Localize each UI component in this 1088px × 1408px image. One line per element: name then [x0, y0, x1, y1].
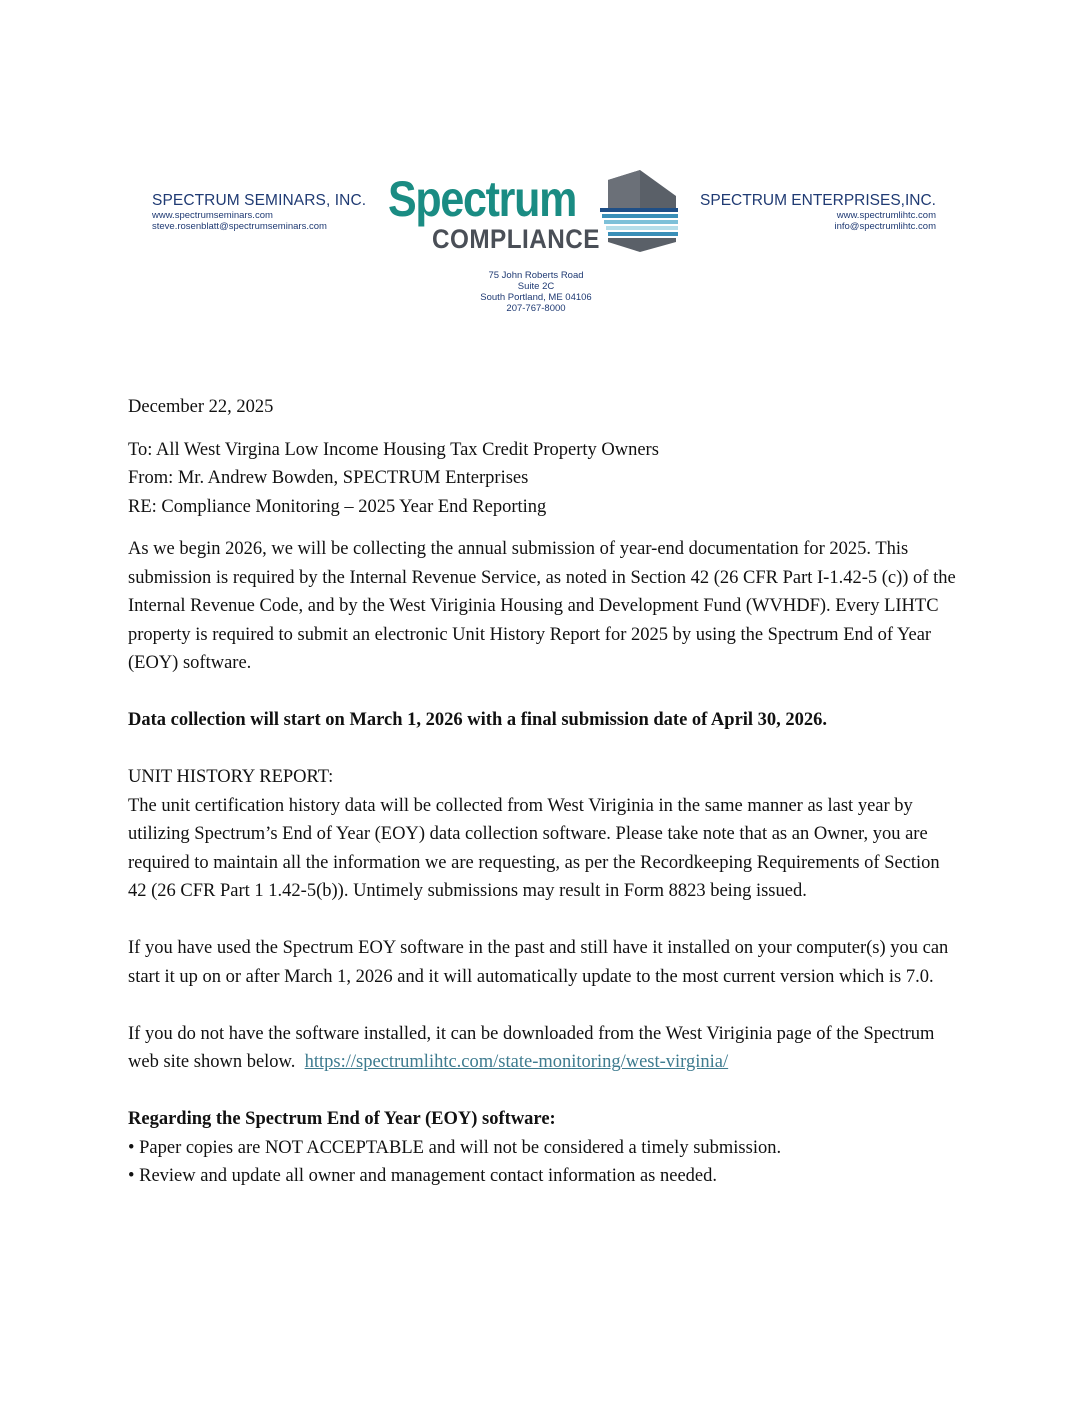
seminars-email: steve.rosenblatt@spectrumseminars.com — [152, 221, 327, 232]
logo-stripe — [604, 220, 678, 224]
bullet-item: • Review and update all owner and management contact information as needed. — [128, 1166, 718, 1186]
letter-from: From: Mr. Andrew Bowden, SPECTRUM Enterprises — [128, 468, 529, 488]
logo-wordmark: Spectrum — [388, 171, 577, 227]
seminars-website: www.spectrumseminars.com — [152, 210, 273, 221]
intro-paragraph: As we begin 2026, we will be collecting the annual submission of year-end documentation for 2025. This submission is required by the Internal Revenue Service, as noted in Section 42 (26 CFR Part I-1.42-5 (c)) of the Internal Revenue Code, and by the West Viriginia Housing and Development Fund (WVHDF). Every LIHTC property is required to submit an electronic Unit History Report for 2025 by using the Spectrum End of Year (EOY) software. — [128, 539, 956, 673]
address-phone: 207-767-8000 — [506, 303, 566, 314]
logo-stripe — [608, 232, 678, 236]
logo-subtitle: COMPLIANCE — [432, 224, 600, 254]
download-paragraph — [128, 1020, 958, 1077]
address-city: South Portland, ME 04106 — [480, 292, 592, 303]
unit-history-paragraph: The unit certification history data will be collected from West Viriginia in the same manner as last year by utilizing Spectrum’s End of Year (EOY) data collection software. Please take note that as an Owner, you are required to maintain all the information we are requesting, as per the Recordkeeping Requirements of Section 42 (26 CFR Part 1 1.42-5(b)). Untimely submissions may result in Form 8823 being issued. — [128, 795, 940, 901]
address-suite: Suite 2C — [517, 281, 555, 292]
enterprises-email: info@spectrumlihtc.com — [834, 221, 936, 232]
download-link[interactable]: https://spectrumlihtc.com/state-monitoring/west-virginia/ — [304, 1052, 729, 1072]
enterprises-company-name: SPECTRUM ENTERPRISES,INC. — [700, 192, 936, 209]
logo-stripe — [600, 208, 678, 212]
address-street: 75 John Roberts Road — [488, 270, 584, 281]
letter-re: RE: Compliance Monitoring – 2025 Year End Reporting — [128, 496, 547, 517]
company-address — [444, 270, 628, 314]
eoy-software-heading: Regarding the Spectrum End of Year (EOY) software: — [128, 1109, 556, 1129]
logo-stripe — [602, 214, 678, 218]
enterprises-website: www.spectrumlihtc.com — [836, 210, 936, 221]
logo-wall-shape — [608, 170, 640, 208]
download-text: If you do not have the software installed, it can be downloaded from the West Viriginia page of the Spectrum web site shown below. — [128, 1023, 935, 1072]
letter-to: To: All West Virgina Low Income Housing Tax Credit Property Owners — [128, 439, 659, 460]
submission-dates-notice: Data collection will start on March 1, 2026 with a final submission date of April 30, 2026. — [128, 710, 828, 730]
letter-date: December 22, 2025 — [128, 397, 274, 417]
installed-software-paragraph: If you have used the Spectrum EOY software in the past and still have it installed on your computer(s) you can start it up on or after March 1, 2026 and it will automatically update to the most current version which is 7.0. — [128, 938, 949, 987]
building-logo-icon — [600, 168, 678, 254]
letterhead-left — [152, 192, 366, 232]
logo-stripe — [606, 226, 678, 230]
letter-body — [128, 393, 958, 1191]
seminars-company-name: SPECTRUM SEMINARS, INC. — [152, 192, 367, 209]
unit-history-heading: UNIT HISTORY REPORT: — [128, 767, 334, 787]
letterhead-right — [700, 192, 936, 232]
bullet-item: • Paper copies are NOT ACCEPTABLE and will not be considered a timely submission. — [128, 1137, 782, 1158]
logo-base-shape — [608, 238, 676, 252]
